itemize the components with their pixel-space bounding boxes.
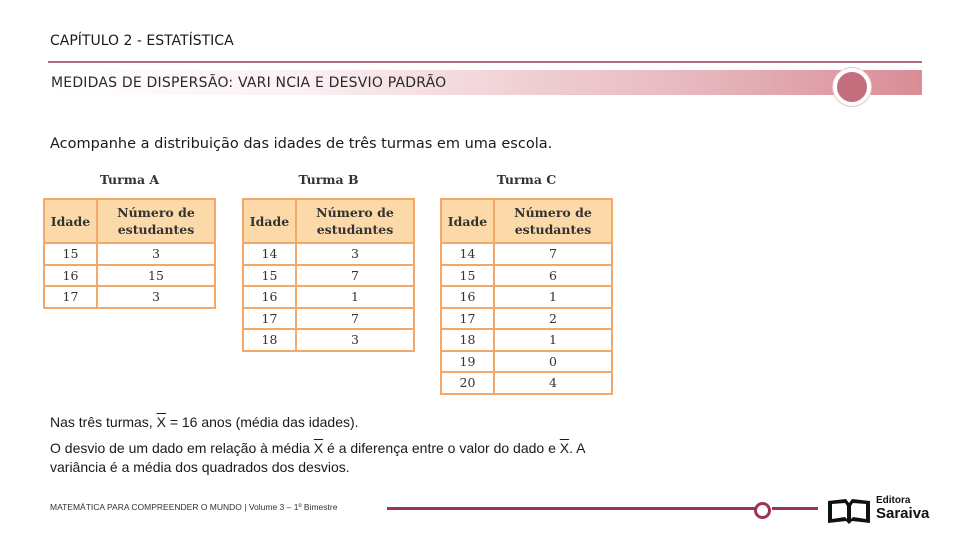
table-cell: 15 [441,265,494,287]
chapter-title: CAPÍTULO 2 - ESTATÍSTICA [50,33,234,49]
table-cell: 16 [44,265,97,287]
table-row [243,329,414,351]
table-row [243,308,414,330]
header-rule [48,61,922,63]
column-header: Número de estudantes [97,199,215,243]
table-cell: 7 [296,308,414,330]
frequency-table [242,198,415,352]
column-header: Idade [243,199,296,243]
footer-text: MATEMÁTICA PARA COMPREENDER O MUNDO | Volume 3 – 1º Bimestre [50,502,338,512]
deviation-note [50,439,630,477]
table-block-turma-c [440,172,613,395]
mean-symbol: $\overline{X}$ [156,414,166,430]
table-cell: 6 [494,265,612,287]
table-row [441,286,612,308]
column-header: Idade [44,199,97,243]
table-cell: 15 [97,265,215,287]
table-cell: 1 [494,329,612,351]
table-cell: 3 [296,243,414,265]
column-header: Número de estudantes [494,199,612,243]
table-cell: 17 [441,308,494,330]
table-cell: 4 [494,372,612,394]
banner-circle-ornament [833,68,871,106]
intro-text: Acompanhe a distribuição das idades de três turmas em uma escola. [50,136,553,152]
table-cell: 18 [441,329,494,351]
footer-circle-ornament [754,502,771,519]
table-cell: 1 [494,286,612,308]
publisher-logo [826,494,941,526]
table-row [441,265,612,287]
table-row [441,351,612,373]
table-row [243,286,414,308]
table-cell: 7 [296,265,414,287]
table-cell: 15 [243,265,296,287]
table-cell: 0 [494,351,612,373]
note-text: Nas três turmas, [50,414,157,430]
note-text: . A variância é a média dos quadrados dos desvios. [50,440,585,475]
section-title: MEDIDAS DE DISPERSÃO: VARI NCIA E DESVIO PADRÃO [51,75,447,91]
table-row [243,243,414,265]
table-row [441,372,612,394]
table-cell: 15 [44,243,97,265]
frequency-table [43,198,216,309]
table-row [44,265,215,287]
book-icon [826,497,872,525]
note-text: é a diferença entre o valor do dado e [323,440,560,456]
table-cell: 3 [97,286,215,308]
table-row [441,329,612,351]
table-cell: 2 [494,308,612,330]
table-cell: 17 [243,308,296,330]
footer-rule [387,507,755,510]
table-cell: 19 [441,351,494,373]
logo-line2: Saraiva [876,505,930,522]
table-block-turma-a [43,172,216,309]
frequency-table [440,198,613,395]
table-caption: Turma A [99,172,160,187]
table-cell: 1 [296,286,414,308]
note-text: O desvio de um dado em relação à média [50,440,314,456]
table-row [243,265,414,287]
table-caption: Turma B [298,172,359,187]
table-row [44,286,215,308]
section-banner [48,70,922,95]
table-cell: 16 [243,286,296,308]
table-row [44,243,215,265]
mean-symbol: $\overline{X}$ [559,440,570,456]
note-text: = 16 anos (média das idades). [165,414,359,430]
mean-note [50,414,359,430]
table-cell: 16 [441,286,494,308]
table-cell: 18 [243,329,296,351]
table-row [441,308,612,330]
column-header: Idade [441,199,494,243]
table-cell: 7 [494,243,612,265]
logo-line1: Editora [876,495,911,506]
table-cell: 3 [97,243,215,265]
footer-rule [772,507,818,510]
table-cell: 20 [441,372,494,394]
table-cell: 14 [243,243,296,265]
table-cell: 17 [44,286,97,308]
mean-symbol: $\overline{X}$ [313,440,324,456]
table-cell: 14 [441,243,494,265]
table-block-turma-b [242,172,415,352]
column-header: Número de estudantes [296,199,414,243]
table-caption: Turma C [496,172,557,187]
table-cell: 3 [296,329,414,351]
table-row [441,243,612,265]
